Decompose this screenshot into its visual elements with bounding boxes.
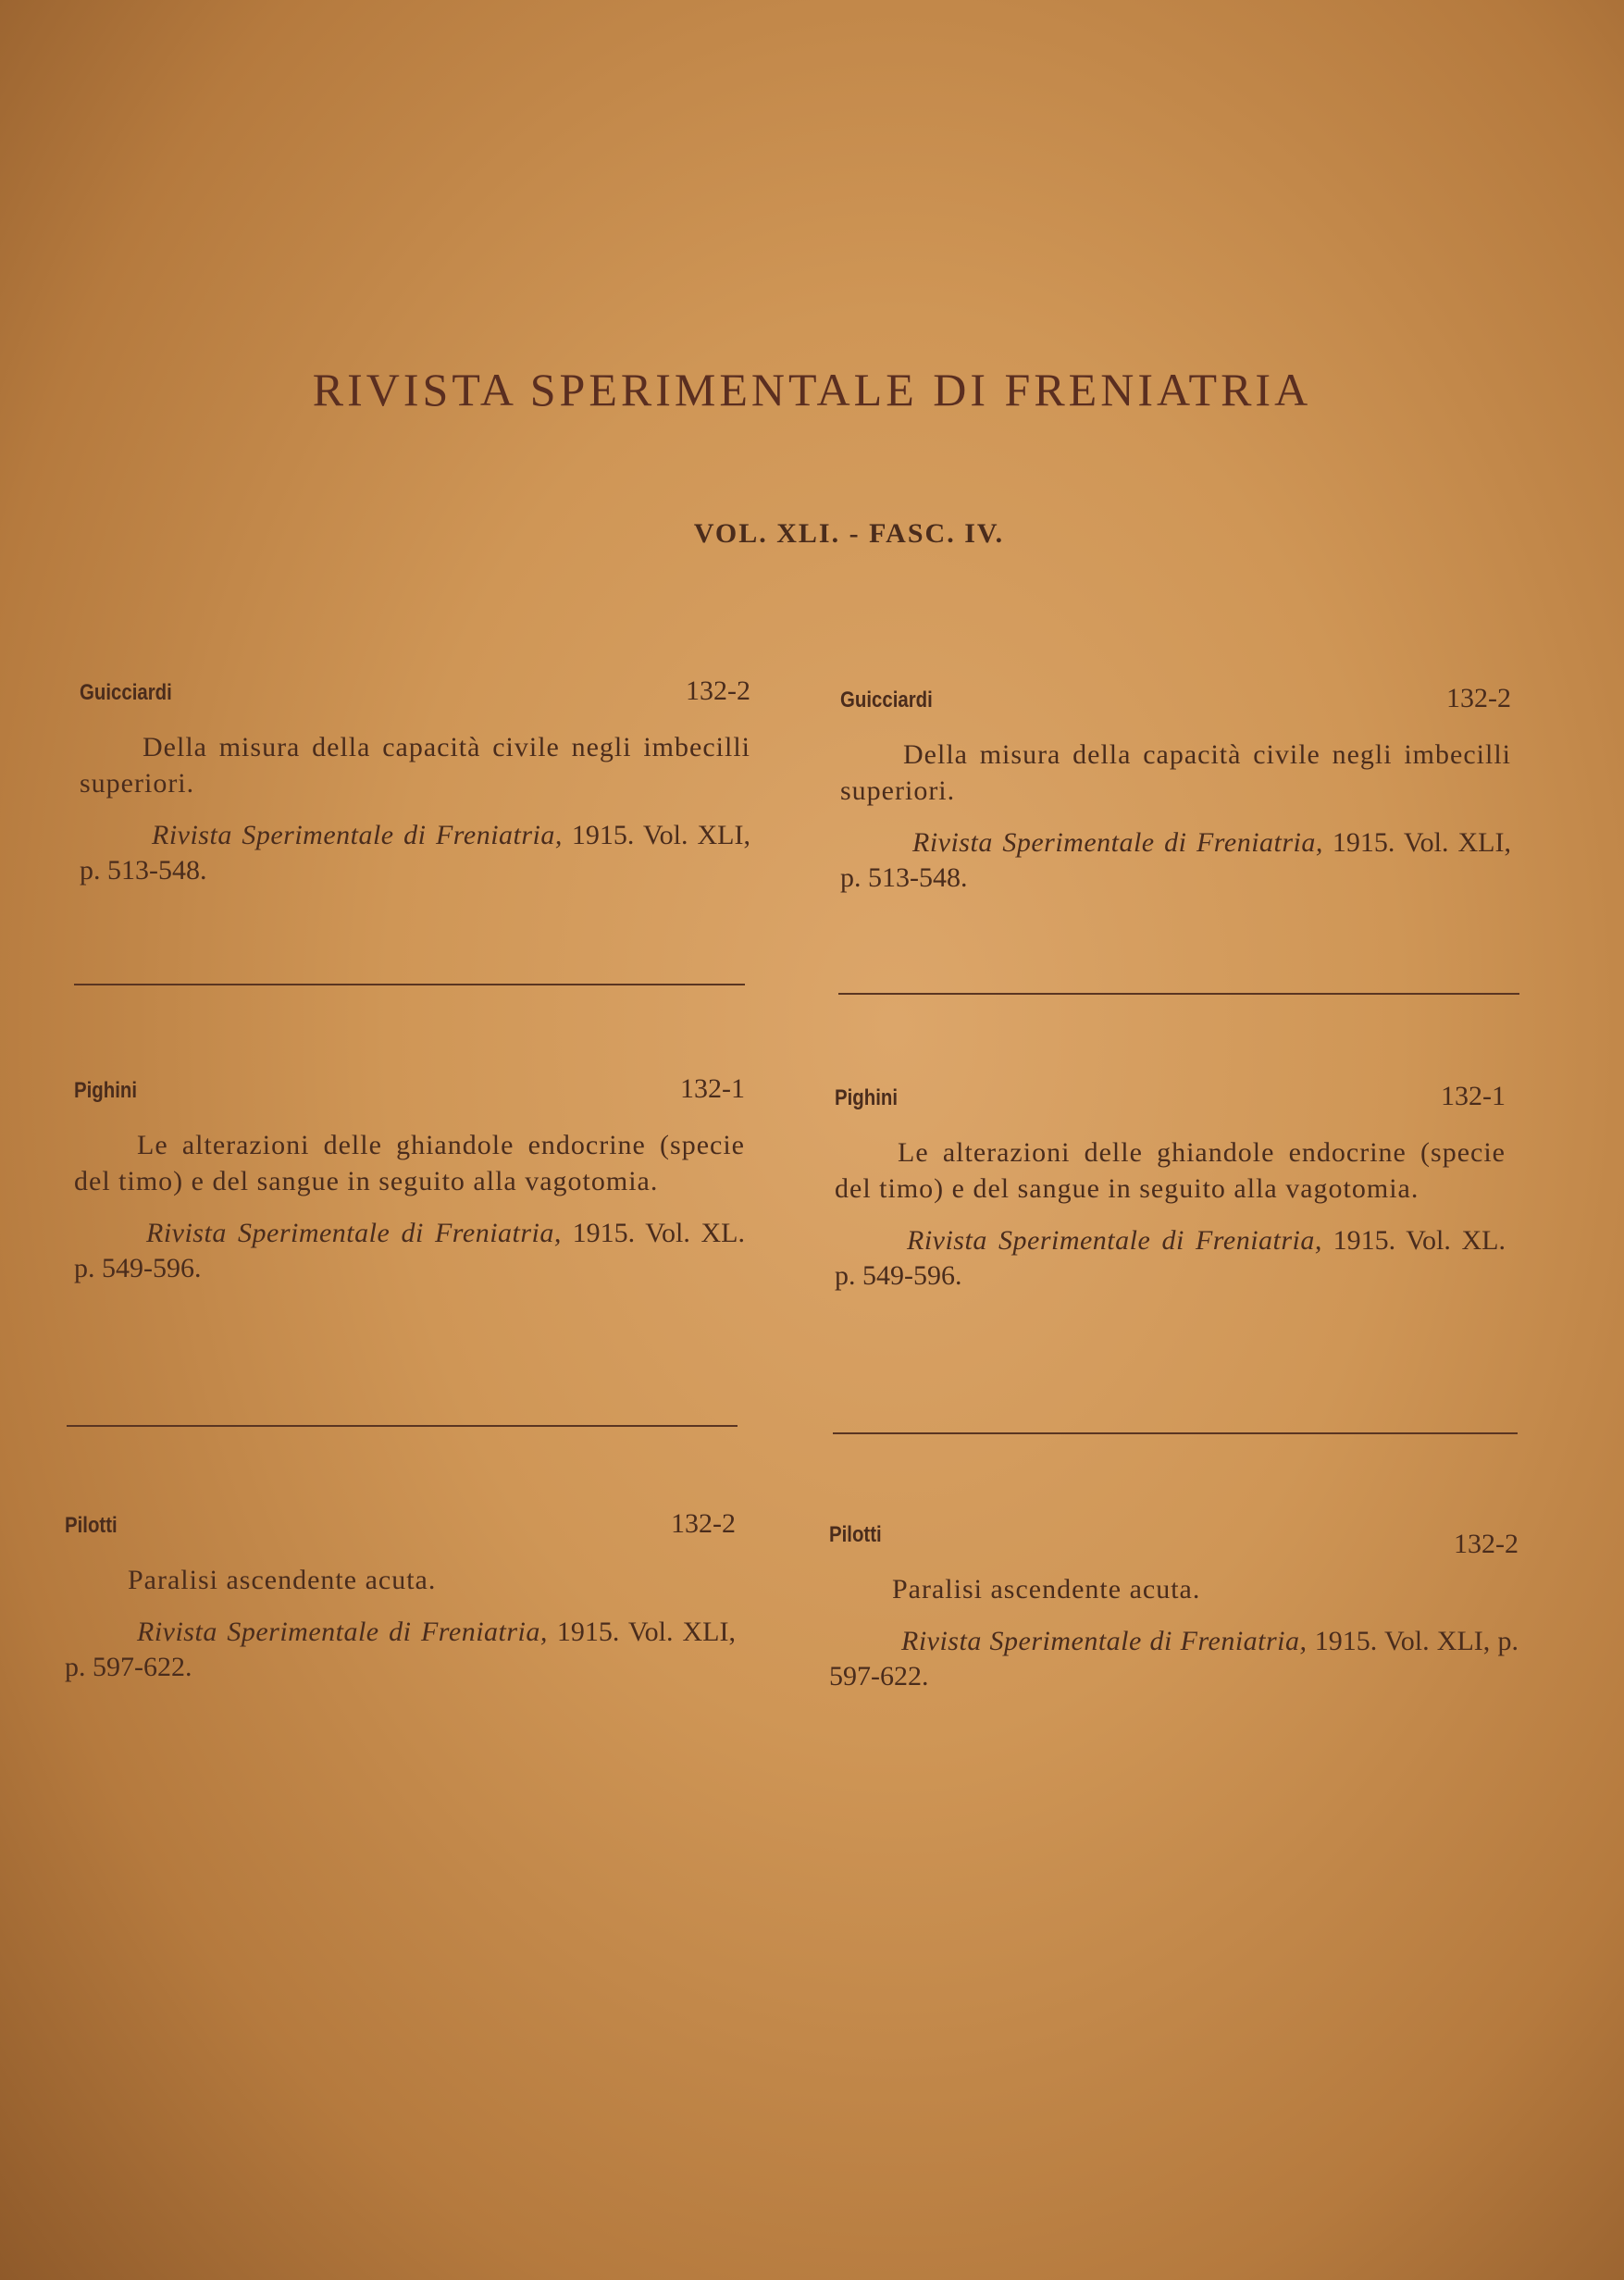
card-guicciardi-right: [840, 683, 1511, 896]
card-guicciardi-left: [80, 675, 750, 888]
citation: Rivista Sperimentale di Freniatria, 1915. Vol. XLI, p. 513-548.: [80, 820, 751, 886]
card-code: 132-1: [1441, 1081, 1506, 1111]
divider: [74, 984, 745, 985]
divider: [67, 1425, 738, 1427]
citation: Rivista Sperimentale di Freniatria, 1915. Vol. XLI, p. 597-622.: [65, 1617, 737, 1682]
citation: Rivista Sperimentale di Freniatria, 1915. Vol. XLI, p. 513-548.: [840, 827, 1512, 893]
volume-issue: VOL. XLI. - FASC. IV.: [693, 518, 1005, 549]
card-pilotti-left: [65, 1508, 736, 1685]
card-code: 132-2: [671, 1508, 736, 1539]
article-title: Le alterazioni delle ghiandole endocrine (specie del timo) e del sangue in seguito alla vagotomia.: [74, 1130, 745, 1196]
author: Guicciardi: [80, 680, 172, 705]
card-code: 132-2: [1454, 1529, 1519, 1559]
article-title: Le alterazioni delle ghiandole endocrine (specie del timo) e del sangue in seguito alla vagotomia.: [835, 1137, 1506, 1204]
citation: Rivista Sperimentale di Freniatria, 1915. Vol. XL. p. 549-596.: [835, 1225, 1506, 1291]
citation: Rivista Sperimentale di Freniatria, 1915. Vol. XL. p. 549-596.: [74, 1218, 746, 1283]
author: Pilotti: [829, 1522, 882, 1547]
author: Pighini: [835, 1085, 898, 1110]
author: Pighini: [74, 1078, 137, 1103]
article-title: Della misura della capacità civile negli imbecilli superiori.: [80, 732, 750, 799]
card-pighini-left: [74, 1073, 745, 1286]
article-title: Della misura della capacità civile negli imbecilli superiori.: [840, 739, 1511, 806]
card-pilotti-right: [829, 1518, 1519, 1694]
divider: [833, 1432, 1518, 1434]
article-title: Paralisi ascendente acuta.: [892, 1574, 1201, 1605]
card-code: 132-2: [1446, 683, 1511, 713]
article-title: Paralisi ascendente acuta.: [128, 1565, 437, 1595]
author: Pilotti: [65, 1513, 118, 1538]
citation: Rivista Sperimentale di Freniatria, 1915. Vol. XLI, p. 597-622.: [829, 1626, 1519, 1691]
author: Guicciardi: [840, 688, 933, 712]
divider: [838, 993, 1519, 995]
card-code: 132-2: [686, 675, 750, 706]
card-pighini-right: [835, 1081, 1506, 1294]
card-code: 132-1: [680, 1073, 745, 1104]
journal-title: RIVISTA SPERIMENTALE DI FRENIATRIA: [312, 364, 1312, 415]
